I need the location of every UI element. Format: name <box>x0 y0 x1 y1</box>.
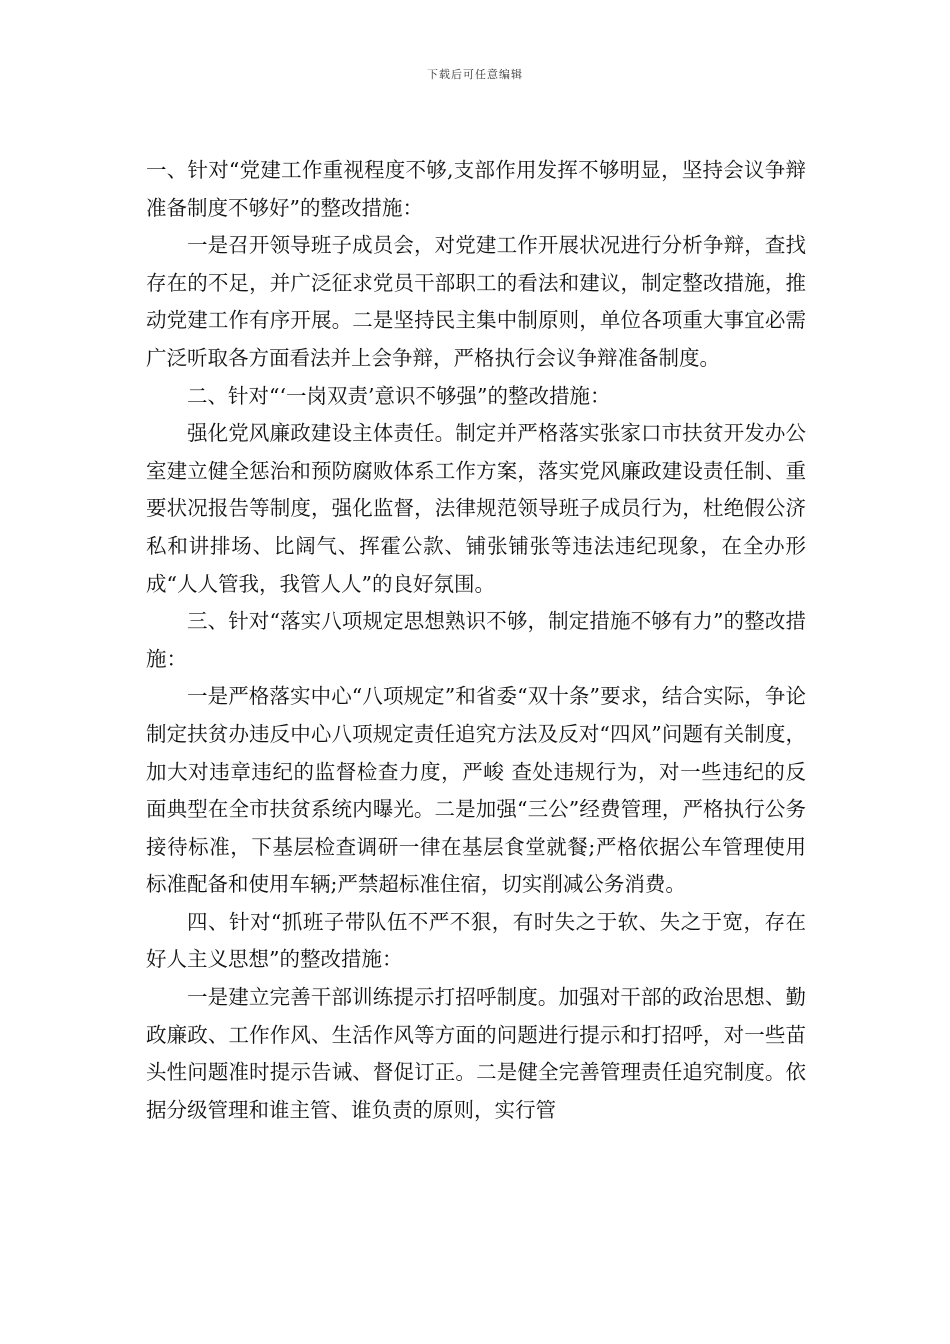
document-body <box>146 152 806 1129</box>
paragraph-6: 一是严格落实中心“八项规定”和省委“双十条”要求，结合实际，争论制定扶贫办违反中心八项规定责任追究方法及反对“四风”问题有关制度，加大对违章违纪的监督检查力度，严峻 查处违规行为，对一些违纪的反面典型在全市扶贫系统内曝光。二是加强“三公”经费管理，严格执行公务接待标准，下基层检查调研一律在基层食堂就餐;严格依据公车管理使用标准配备和使用车辆;严禁超标准住宿，切实削减公务消费。 <box>146 684 806 897</box>
paragraph-1: 一、针对“党建工作重视程度不够,支部作用发挥不够明显，坚持会议争辩准备制度不够好”的整改措施： <box>146 158 806 220</box>
paragraph-2: 一是召开领导班子成员会，对党建工作开展状况进行分析争辩，查找存在的不足，并广泛征求党员干部职工的看法和建议，制定整改措施，推动党建工作有序开展。二是坚持民主集中制原则，单位各项重大事宜必需广泛听取各方面看法并上会争辩，严格执行会议争辩准备制度。 <box>146 233 806 370</box>
paragraph-4: 强化党风廉政建设主体责任。制定并严格落实张家口市扶贫开发办公室建立健全惩治和预防腐败体系工作方案，落实党风廉政建设责任制、重要状况报告等制度，强化监督，法律规范领导班子成员行为，杜绝假公济私和讲排场、比阔气、挥霍公款、铺张铺张等违法违纪现象，在全办形成“人人管我，我管人人”的良好氛围。 <box>146 421 806 596</box>
paragraph-3: 二、针对“‘一岗双责’意识不够强”的整改措施： <box>187 383 611 408</box>
page-header-note: 下载后可任意编辑 <box>427 68 523 81</box>
paragraph-7: 四、针对“抓班子带队伍不严不狠，有时失之于软、失之于宽，存在好人主义思想”的整改措施： <box>146 909 806 972</box>
paragraph-8: 一是建立完善干部训练提示打招呼制度。加强对干部的政治思想、勤政廉政、工作作风、生活作风等方面的问题进行提示和打招呼，对一些苗头性问题准时提示告诫、督促订正。二是健全完善管理责任追究制度。依据分级管理和谁主管、谁负责的原则，实行管 <box>146 985 806 1122</box>
paragraph-5: 三、针对“落实八项规定思想熟识不够，制定措施不够有力”的整改措施： <box>146 609 806 671</box>
